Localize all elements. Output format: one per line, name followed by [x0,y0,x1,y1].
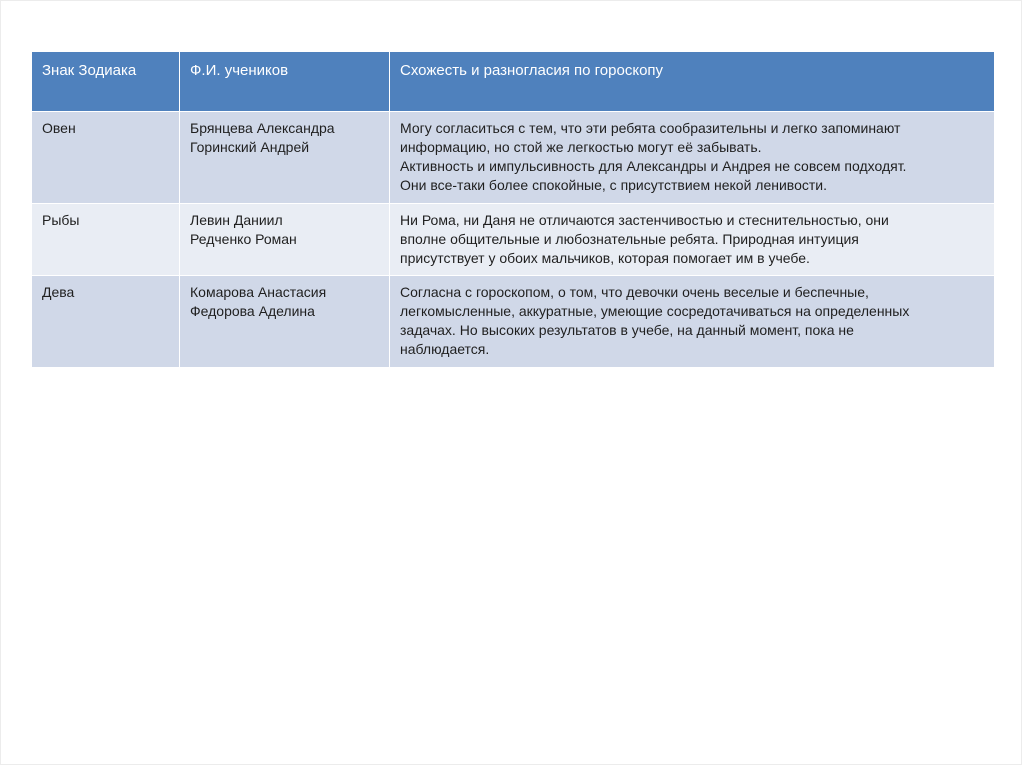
description-line: наблюдается. [400,341,490,357]
cell-description [390,276,995,368]
table-row [32,276,995,368]
student-name: Комарова Анастасия [190,284,327,300]
cell-description [390,204,995,276]
cell-names [180,204,390,276]
table-row [32,112,995,204]
description-line: легкомысленные, аккуратные, умеющие сосредотачиваться на определенных [400,303,910,319]
header-similarities: Схожесть и разногласия по гороскопу [390,52,995,112]
table-row [32,204,995,276]
student-name: Федорова Аделина [190,303,315,319]
cell-sign: Рыбы [32,204,180,276]
cell-description [390,112,995,204]
description-line: присутствует у обоих мальчиков, которая помогает им в учебе. [400,250,810,266]
student-name: Брянцева Александра [190,120,335,136]
description-line: Могу согласиться с тем, что эти ребята сообразительны и легко запоминают [400,120,901,136]
description-line: Согласна с гороскопом, о том, что девочки очень веселые и беспечные, [400,284,869,300]
description-line: Ни Рома, ни Даня не отличаются застенчивостью и стеснительностью, они [400,212,889,228]
description-line: вполне общительные и любознательные ребята. Природная интуиция [400,231,859,247]
student-name: Редченко Роман [190,231,297,247]
cell-names [180,276,390,368]
description-line: Они все-таки более спокойные, с присутствием некой ленивости. [400,177,827,193]
description-line: задачах. Но высоких результатов в учебе, на данный момент, пока не [400,322,854,338]
student-name: Левин Даниил [190,212,283,228]
zodiac-table [31,51,995,368]
cell-names [180,112,390,204]
cell-sign: Дева [32,276,180,368]
description-line: информацию, но стой же легкостью могут её забывать. [400,139,762,155]
student-name: Горинский Андрей [190,139,310,155]
header-student-names: Ф.И. учеников [180,52,390,112]
table-header-row [32,52,995,112]
cell-sign: Овен [32,112,180,204]
header-zodiac-sign: Знак Зодиака [32,52,180,112]
description-line: Активность и импульсивность для Александры и Андрея не совсем подходят. [400,158,907,174]
